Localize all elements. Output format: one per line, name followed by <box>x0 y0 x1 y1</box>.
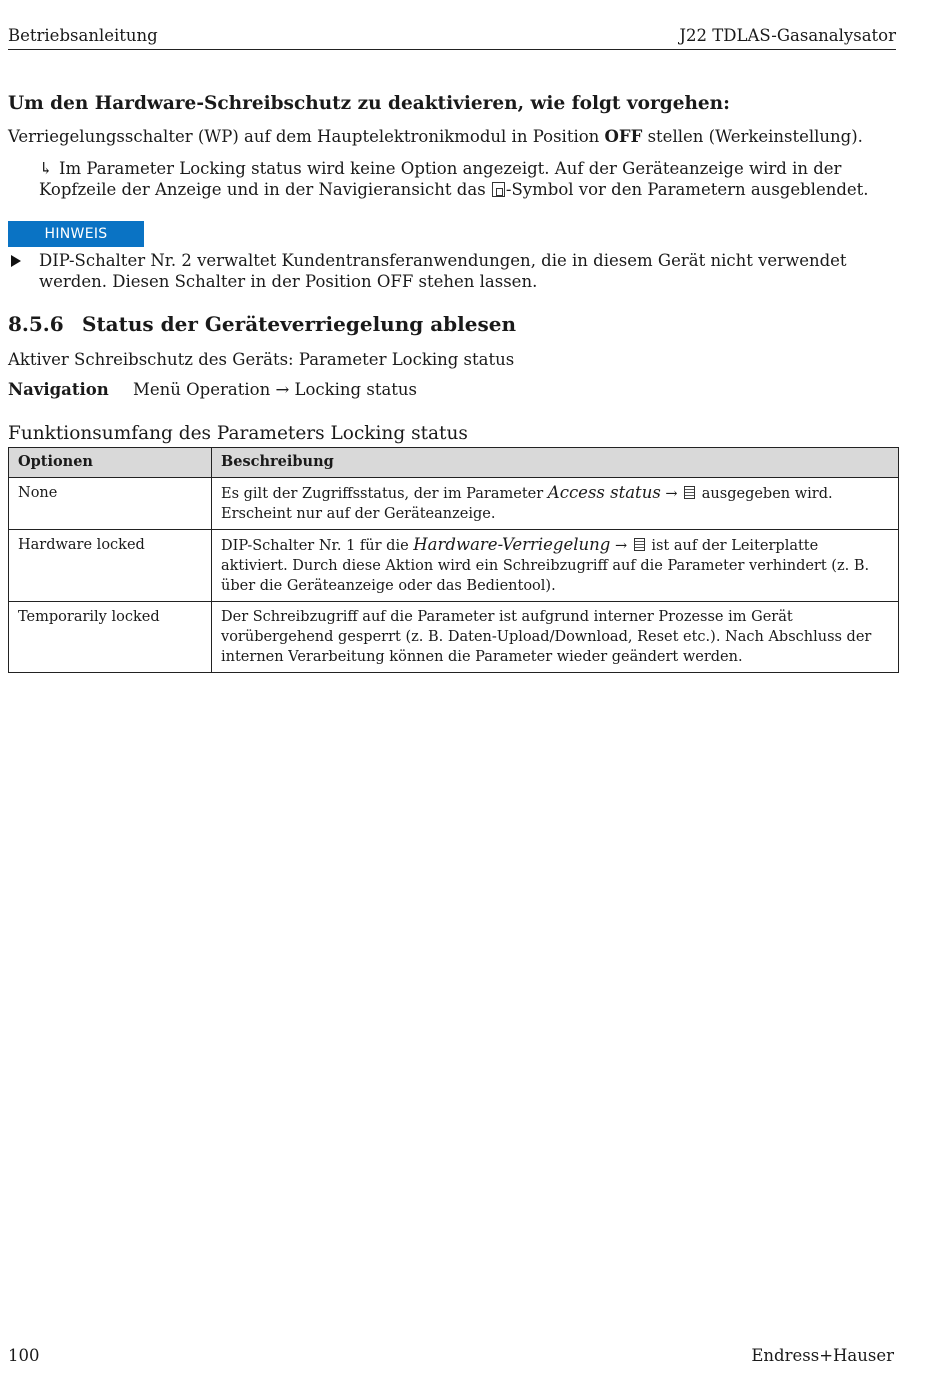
table-header-row <box>9 448 899 478</box>
section-title: Status der Geräteverriegelung ablesen <box>82 312 516 336</box>
brand-name: Endress+Hauser <box>751 1346 894 1365</box>
table-row <box>9 530 899 602</box>
lock-icon <box>492 182 505 197</box>
page-header <box>8 26 896 50</box>
instruction-heading: Um den Hardware-Schreibschutz zu deaktivieren, wie folgt vorgehen: <box>8 93 730 114</box>
notice-text: DIP-Schalter Nr. 2 verwaltet Kundentransferanwendungen, die in diesem Gerät nicht verwendet werden. Diesen Schalter in der Position OFF stehen lassen. <box>39 251 847 291</box>
section-intro: Aktiver Schreibschutz des Geräts: Parameter Locking status <box>8 350 515 369</box>
header-doc-type: Betriebsanleitung <box>8 26 158 45</box>
bullet-triangle-icon <box>11 255 21 267</box>
option-cell: Temporarily locked <box>9 602 212 673</box>
table-row <box>9 602 899 673</box>
section-heading <box>8 312 516 336</box>
position-off: OFF <box>604 127 643 146</box>
description-cell: Der Schreibzugriff auf die Parameter ist aufgrund interner Prozesse im Gerät vorübergehend gesperrt (z. B. Daten-Upload/Download, Reset etc.). Nach Abschluss der internen Verarbeitung können die Parameter wieder geändert werden. <box>212 602 899 673</box>
instruction-step: Verriegelungsschalter (WP) auf dem Hauptelektronikmodul in Position OFF stellen (Werkeinstellung). <box>8 127 863 146</box>
navigation-label: Navigation <box>8 380 109 399</box>
header-description: Beschreibung <box>212 448 899 478</box>
page-reference-icon <box>684 486 695 499</box>
table-row <box>9 478 899 530</box>
page-reference-icon <box>634 538 645 551</box>
option-cell: Hardware locked <box>9 530 212 602</box>
section-number: 8.5.6 <box>8 312 64 336</box>
hardware-lock-ref: Hardware-Verriegelung <box>413 535 611 554</box>
access-status-ref: Access status <box>547 483 661 502</box>
page-number: 100 <box>8 1346 40 1365</box>
locking-status-table <box>8 447 899 673</box>
instruction-result: ↳ Im Parameter Locking status wird keine Option angezeigt. Auf der Geräteanzeige wird in der Kopfzeile der Anzeige und in der Navigieransicht das -Symbol vor den Parametern ausgeblendet. <box>39 159 869 199</box>
header-options: Optionen <box>9 448 212 478</box>
result-arrow-icon: ↳ <box>39 159 53 178</box>
option-cell: None <box>9 478 212 530</box>
navigation-path: Menü Operation → Locking status <box>133 380 418 399</box>
description-cell: Es gilt der Zugriffsstatus, der im Parameter Access status → ausgegeben wird. Erscheint nur auf der Geräteanzeige. <box>212 478 899 530</box>
description-cell: DIP-Schalter Nr. 1 für die Hardware-Verriegelung → ist auf der Leiterplatte aktiviert. Durch diese Aktion wird ein Schreibzugriff auf die Parameter verhindert (z. B. über die Geräteanzeige oder das Bedientool). <box>212 530 899 602</box>
header-product: J22 TDLAS-Gasanalysator <box>679 26 896 45</box>
notice-label: HINWEIS <box>8 221 144 247</box>
table-title: Funktionsumfang des Parameters Locking status <box>8 423 468 444</box>
